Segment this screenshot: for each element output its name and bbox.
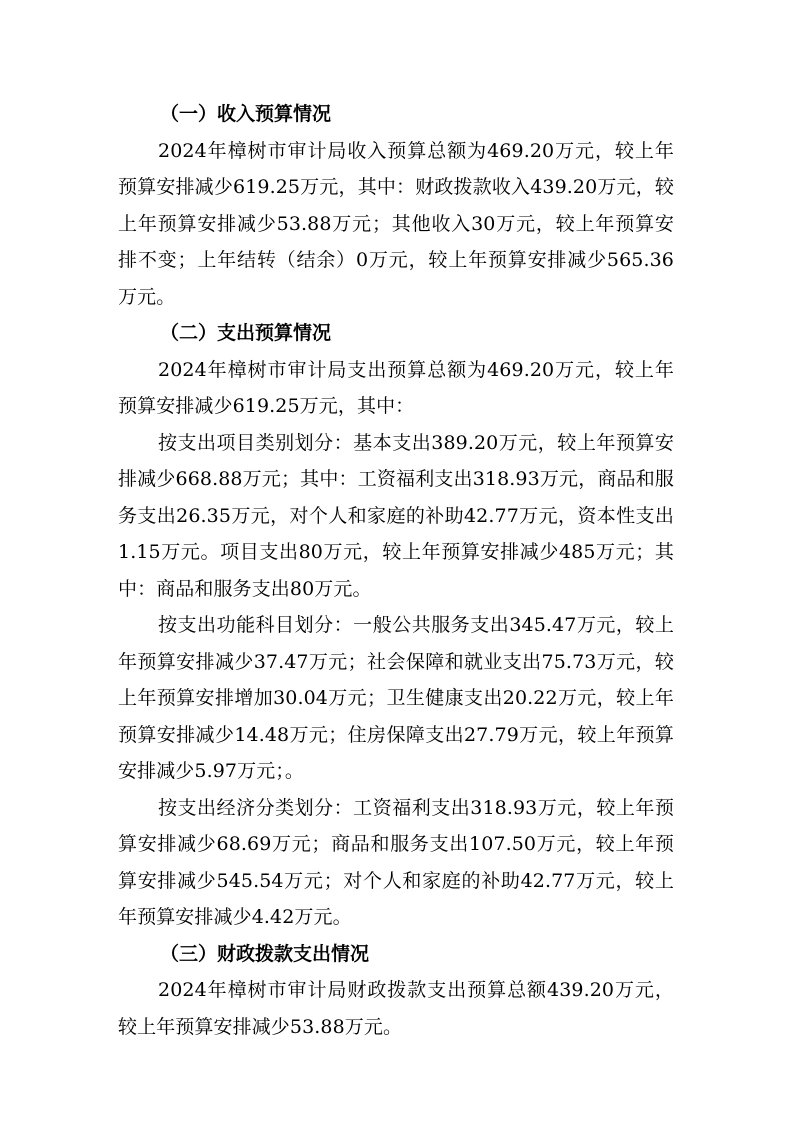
paragraph: 按支出项目类别划分：基本支出389.20万元，较上年预算安排减少668.88万元；其中：工资福利支出318.93万元，商品和服务支出26.35万元，对个人和家庭的补助42.77万元，资本性支出1.15万元。项目支出80万元，较上年预算安排减少485万元；其中：商品和服务支出80万元。 (118, 431, 674, 600)
paragraph: 按支出经济分类划分：工资福利支出318.93万元，较上年预算安排减少68.69万元；商品和服务支出107.50万元，较上年预算安排减少545.54万元；对个人和家庭的补助42.77万元，较上年预算安排减少4.42万元。 (118, 796, 674, 928)
paragraph: 2024年樟树市审计局支出预算总额为469.20万元，较上年预算安排减少619.25万元，其中： (118, 358, 674, 417)
section-heading: （三）财政拨款支出情况 (160, 942, 370, 965)
paragraph: 2024年樟树市审计局财政拨款支出预算总额439.20万元，较上年预算安排减少53.88万元。 (118, 979, 674, 1038)
section-heading: （一）收入预算情况 (160, 103, 332, 125)
section-income-budget (118, 96, 674, 315)
section-fiscal-appropriation-expenditure (118, 936, 674, 1046)
section-expenditure-budget (118, 315, 674, 936)
section-heading: （二）支出预算情况 (160, 322, 332, 344)
paragraph: 2024年樟树市审计局收入预算总额为469.20万元，较上年预算安排减少619.25万元，其中：财政拨款收入439.20万元，较上年预算安排减少53.88万元；其他收入30万元，较上年预算安排不变；上年结转（结余）0万元，较上年预算安排减少565.36万元。 (118, 139, 674, 308)
paragraph: 按支出功能科目划分：一般公共服务支出345.47万元，较上年预算安排减少37.47万元；社会保障和就业支出75.73万元，较上年预算安排增加30.04万元；卫生健康支出20.22万元，较上年预算安排减少14.48万元；住房保障支出27.79万元，较上年预算安排减少5.97万元；。 (118, 614, 674, 782)
document-body (118, 96, 674, 1045)
